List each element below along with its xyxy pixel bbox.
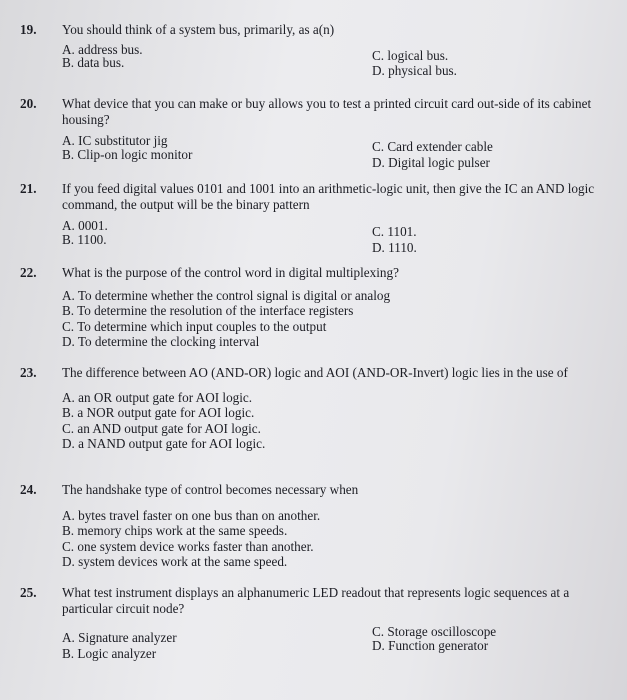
option-a: A. To determine whether the control signal is digital or analog [62, 287, 391, 303]
option-c: C. To determine which input couples to the output [62, 318, 327, 334]
option-a: A. Signature analyzer [62, 630, 177, 645]
option-a: A. IC substitutor jig [62, 133, 168, 148]
option-c: C. an AND output gate for AOI logic. [62, 420, 261, 436]
option-c: C. logical bus. [372, 47, 449, 63]
option-b: B. 1100. [62, 231, 107, 247]
option-d: D. physical bus. [372, 63, 457, 78]
question-19 [20, 22, 600, 79]
option-b: B. a NOR output gate for AOI logic. [62, 405, 255, 420]
question-number: 24. [20, 482, 37, 497]
question-text: What device that you can make or buy allows you to test a printed circuit card out-side of its cabinet housing? [62, 96, 592, 127]
option-d: D. To determine the clocking interval [62, 334, 260, 349]
option-a: A. an OR output gate for AOI logic. [62, 389, 253, 405]
question-number: 23. [20, 365, 37, 380]
option-a: A. bytes travel faster on one bus than on another. [62, 507, 321, 523]
question-24 [20, 482, 600, 570]
question-21 [20, 181, 600, 255]
question-text: If you feed digital values 0101 and 1001 into an arithmetic-logic unit, then give the IC an AND logic command, the output will be the binary pattern [62, 181, 595, 212]
option-c: C. Storage oscilloscope [372, 624, 497, 639]
option-b: B. Clip-on logic monitor [62, 146, 193, 162]
question-number: 21. [20, 181, 37, 196]
question-number: 25. [20, 585, 37, 600]
option-d: D. a NAND output gate for AOI logic. [62, 436, 266, 451]
option-b: B. To determine the resolution of the interface registers [62, 303, 354, 318]
option-d: D. Digital logic pulser [372, 154, 490, 170]
question-23 [20, 365, 600, 452]
option-b: B. memory chips work at the same speeds. [62, 523, 288, 538]
question-25 [20, 585, 600, 661]
option-c: C. one system device works faster than another. [62, 538, 314, 554]
option-b: B. Logic analyzer [62, 645, 157, 661]
question-20 [20, 96, 600, 170]
option-b: B. data bus. [62, 55, 125, 70]
option-d: D. system devices work at the same speed. [62, 554, 288, 569]
question-number: 19. [20, 22, 37, 37]
option-a: A. 0001. [62, 218, 108, 233]
option-a: A. address bus. [62, 41, 143, 57]
question-text: What test instrument displays an alphanumeric LED readout that represents logic sequences at a particular circuit node? [62, 585, 570, 616]
question-number: 22. [20, 265, 37, 280]
option-c: C. Card extender cable [372, 139, 493, 154]
option-c: C. 1101. [372, 224, 417, 239]
question-text: What is the purpose of the control word in digital multiplexing? [62, 265, 399, 280]
question-number: 20. [20, 96, 37, 111]
question-text: The difference between AO (AND-OR) logic and AOI (AND-OR-Invert) logic lies in the use of [62, 365, 568, 380]
option-d: D. Function generator [372, 637, 489, 653]
option-d: D. 1110. [372, 239, 417, 255]
question-22 [20, 265, 600, 350]
question-text: You should think of a system bus, primarily, as a(n) [62, 22, 335, 37]
question-text: The handshake type of control becomes necessary when [62, 482, 359, 497]
